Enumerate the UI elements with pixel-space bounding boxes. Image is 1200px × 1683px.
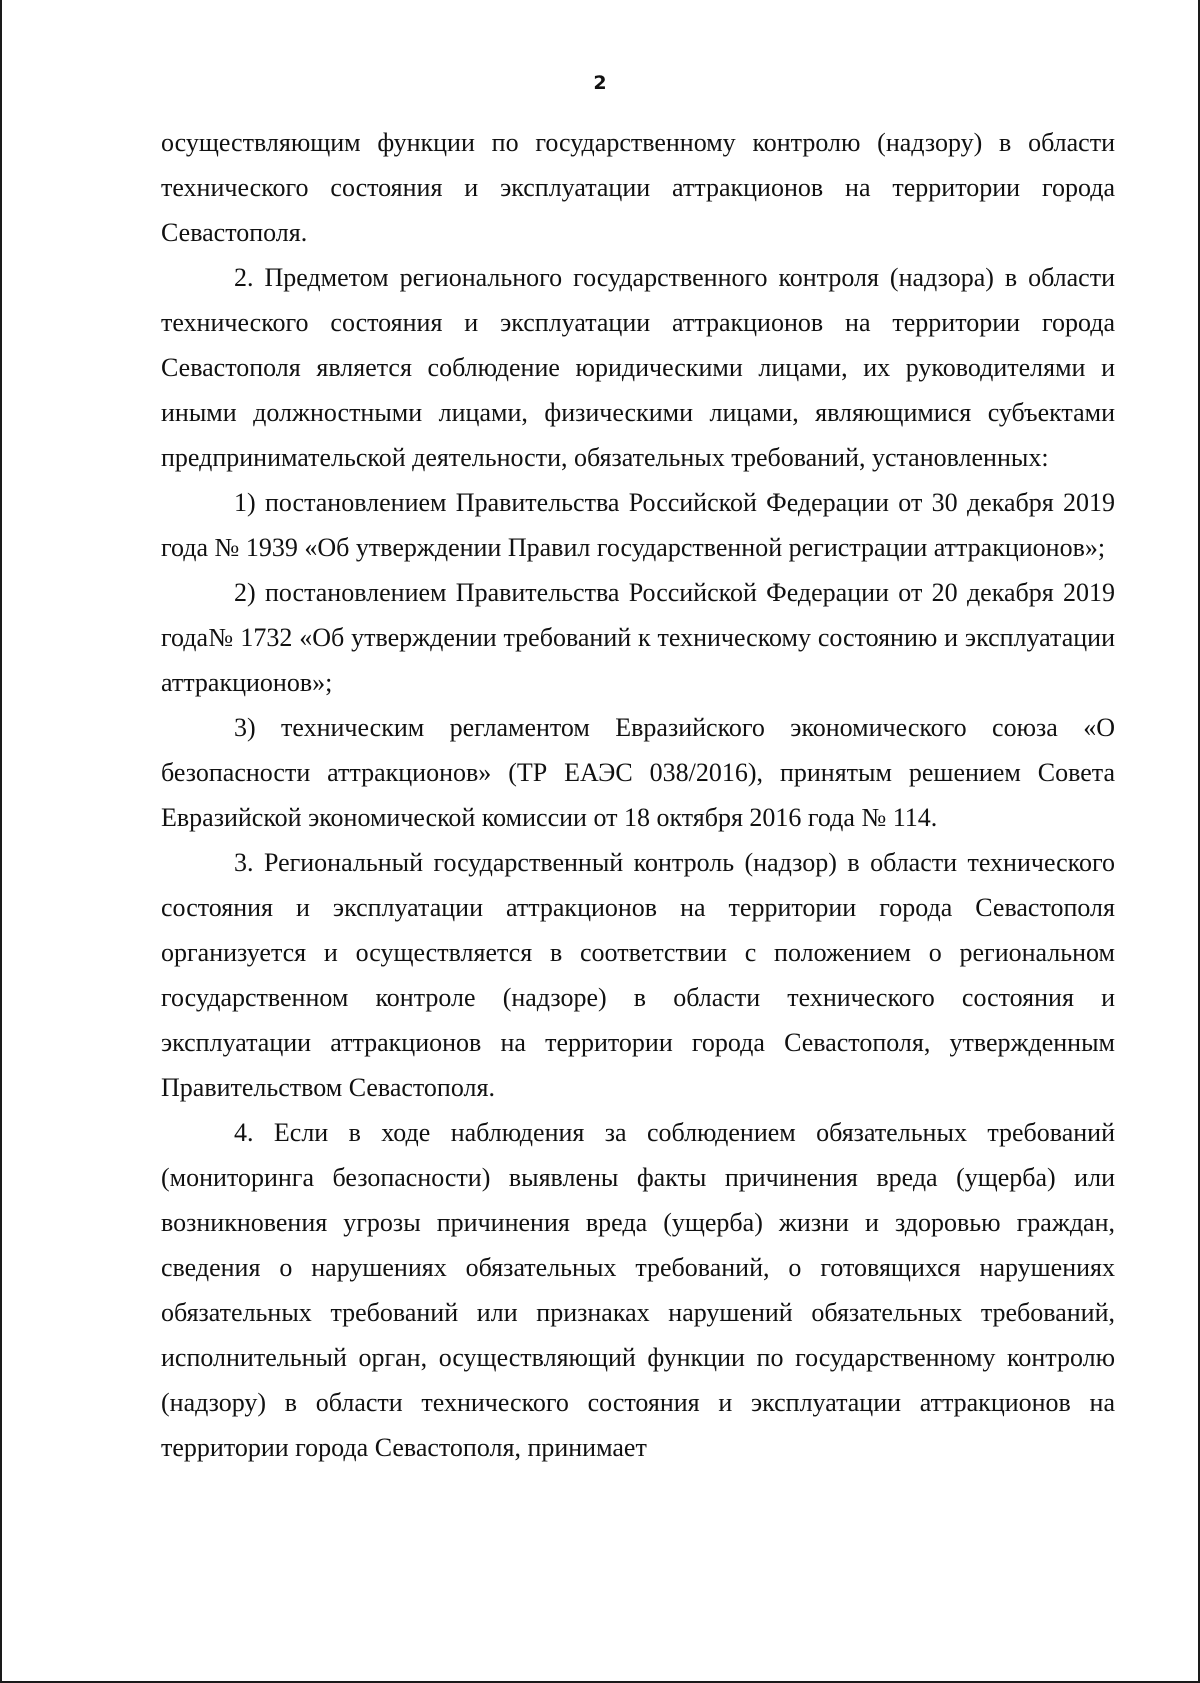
page-number: 2	[593, 72, 607, 94]
paragraph-item-2: 2. Предметом регионального государственного контроля (надзора) в области технического состояния и эксплуатации аттракционов на территории города Севастополя является соблюдение юридическими лицами, их руководителями и иными должностными лицами, физическими лицами, являющимися субъектами предпринимательской деятельности, обязательных требований, установленных:	[161, 263, 1115, 472]
scan-edge-left	[0, 0, 2, 1683]
paragraph-item-4: 4. Если в ходе наблюдения за соблюдением обязательных требований (мониторинга безопасности) выявлены факты причинения вреда (ущерба) или возникновения угрозы причинения вреда (ущерба) жизни и здоровью граждан, сведения о нарушениях обязательных требований, о готовящихся нарушениях обязательных требований или признаках нарушений обязательных требований, исполнительный орган, осуществляющий функции по государственному контролю (надзору) в области технического состояния и эксплуатации аттракционов на территории города Севастополя, принимает	[161, 1118, 1115, 1462]
document-body	[161, 120, 1115, 1470]
paragraph-subitem-2: 2) постановлением Правительства Российской Федерации от 20 декабря 2019 года№ 1732 «Об утверждении требований к техническому состоянию и эксплуатации аттракционов»;	[161, 578, 1115, 697]
paragraph-subitem-3: 3) техническим регламентом Евразийского экономического союза «О безопасности аттракционов» (ТР ЕАЭС 038/2016), принятым решением Совета Евразийской экономической комиссии от 18 октября 2016 года № 114.	[161, 713, 1115, 832]
paragraph-subitem-1: 1) постановлением Правительства Российской Федерации от 30 декабря 2019 года № 1939 «Об утверждении Правил государственной регистрации аттракционов»;	[161, 488, 1115, 562]
paragraph-item-3: 3. Региональный государственный контроль (надзор) в области технического состояния и эксплуатации аттракционов на территории города Севастополя организуется и осуществляется в соответствии с положением о региональном государственном контроле (надзоре) в области технического состояния и эксплуатации аттракционов на территории города Севастополя, утвержденным Правительством Севастополя.	[161, 848, 1115, 1102]
paragraph-continuation: осуществляющим функции по государственному контролю (надзору) в области технического состояния и эксплуатации аттракционов на территории города Севастополя.	[161, 128, 1115, 247]
